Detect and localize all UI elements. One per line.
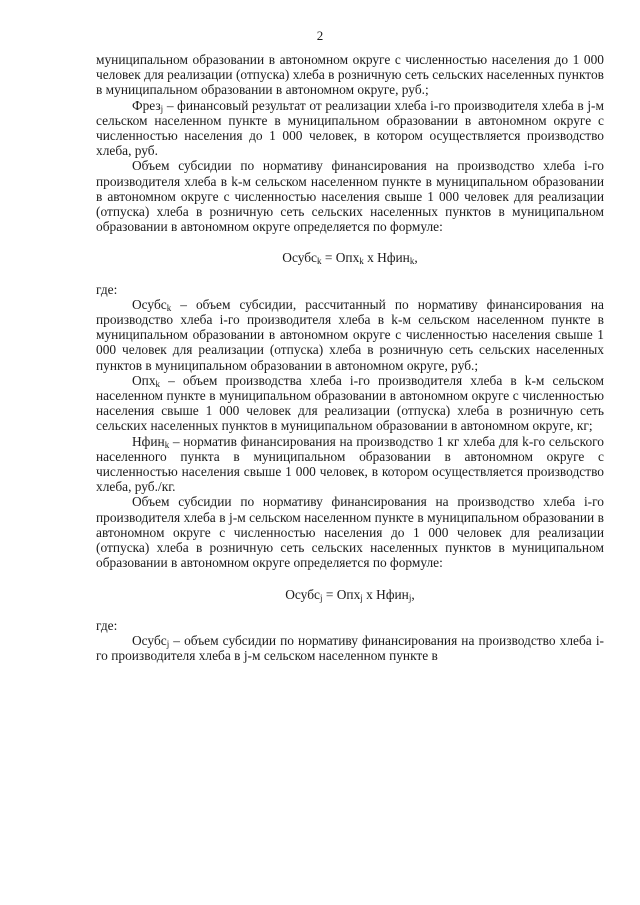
paragraph-osubs-k-definition: [96, 297, 604, 373]
definition-text: – норматив финансирования на производство 1 кг хлеба для k-го сельского населенного пункта в муниципальном образовании в автономном округе с численностью населения свыше 1 000 человек, в котором осуществляется производство хлеба, руб./кг.: [96, 433, 604, 495]
paragraph-continuation: муниципальном образовании в автономном округе с численностью населения до 1 000 человек для реализации (отпуска) хлеба в розничную сеть сельских населенных пунктов в муниципальном образовании в автономном округе, руб.;: [96, 52, 604, 98]
formula-subscript: j: [360, 592, 363, 603]
formula-term: х Нфин: [363, 250, 410, 266]
paragraph-subsidy-j-intro: Объем субсидии по нормативу финансирования на производство хлеба i-го производителя хлеба в j-м сельском населенном пункте в муниципальном образовании в автономном округе с численностью населения до 1 000 человек для реализации (отпуска) хлеба в розничную сеть сельских населенных пунктов в муниципальном образовании в автономном округе определяется по формуле:: [96, 494, 604, 571]
term-subscript: k: [166, 302, 172, 313]
paragraph-osubs-j-definition: [96, 633, 604, 663]
page-number: 2: [316, 28, 324, 43]
term-subscript: k: [155, 378, 161, 389]
document-body: [96, 52, 604, 663]
definition-text: – финансовый результат от реализации хлеба i-го производителя хлеба в j-м сельском населенном пункте в муниципальном образовании в автономном округе с численностью населения до 1 000 человек, в котором осуществляется производство хлеба, руб.: [96, 97, 604, 159]
formula-j: [96, 587, 604, 602]
formula-subscript: k: [409, 256, 415, 267]
term-subscript: k: [164, 439, 170, 450]
term-nfin: Нфин: [132, 433, 165, 449]
term-subscript: j: [160, 103, 164, 114]
paragraph-frez-definition: [96, 98, 604, 159]
where-label: где:: [96, 617, 118, 633]
definition-text: – объем субсидии, рассчитанный по нормативу финансирования на производство хлеба i-го производителя хлеба в k-м сельском населенном пункте в муниципальном образовании в автономном округе с численностью населения свыше 1 000 человек для реализации (отпуска) хлеба в розничную сеть сельских населенных пунктов в муниципальном образовании в автономном округе, руб.;: [96, 296, 604, 373]
term-opx: Опх: [132, 372, 156, 388]
paragraph-opx-k-definition: [96, 373, 604, 434]
paragraph-subsidy-k-intro: Объем субсидии по нормативу финансирования на производство хлеба i-го производителя хлеба в k-м сельском населенном пункте в муниципальном образовании в автономном округе с численностью населения свыше 1 000 человек для реализации (отпуска) хлеба в розничную сеть сельских населенных пунктов в муниципальном образовании в автономном округе определяется по формуле:: [96, 158, 604, 235]
term-subscript: j: [166, 638, 170, 649]
where-label: где:: [96, 281, 118, 297]
term-osubs: Осубс: [132, 632, 167, 648]
formula-subscript: k: [359, 256, 364, 267]
formula-term: Осубс: [285, 586, 320, 602]
formula-term: = Опх: [321, 250, 360, 266]
paragraph-nfin-k-definition: [96, 434, 604, 495]
term-frez: Фрез: [132, 97, 161, 113]
definition-text: – объем субсидии по нормативу финансирования на производство хлеба i-го производителя хлеба в j-м сельском населенном пункте в: [96, 632, 604, 664]
formula-k: [96, 250, 604, 265]
formula-subscript: j: [319, 592, 323, 603]
formula-term: Осубс: [282, 250, 317, 266]
formula-punctuation: ,: [411, 586, 415, 602]
formula-subscript: j: [408, 592, 412, 603]
formula-term: х Нфин: [362, 586, 409, 602]
term-osubs: Осубс: [132, 296, 167, 312]
formula-term: = Опх: [322, 586, 361, 602]
formula-punctuation: ,: [414, 250, 418, 266]
formula-subscript: k: [317, 256, 322, 267]
definition-text: – объем производства хлеба i-го производителя хлеба в k-м сельском населенном пункте в муниципальном образовании в автономном округе с численностью населения свыше 1 000 человек для реализации (отпуска) хлеба в розничную сеть сельских населенных пунктов в муниципальном образовании в автономном округе, кг;: [96, 372, 604, 434]
